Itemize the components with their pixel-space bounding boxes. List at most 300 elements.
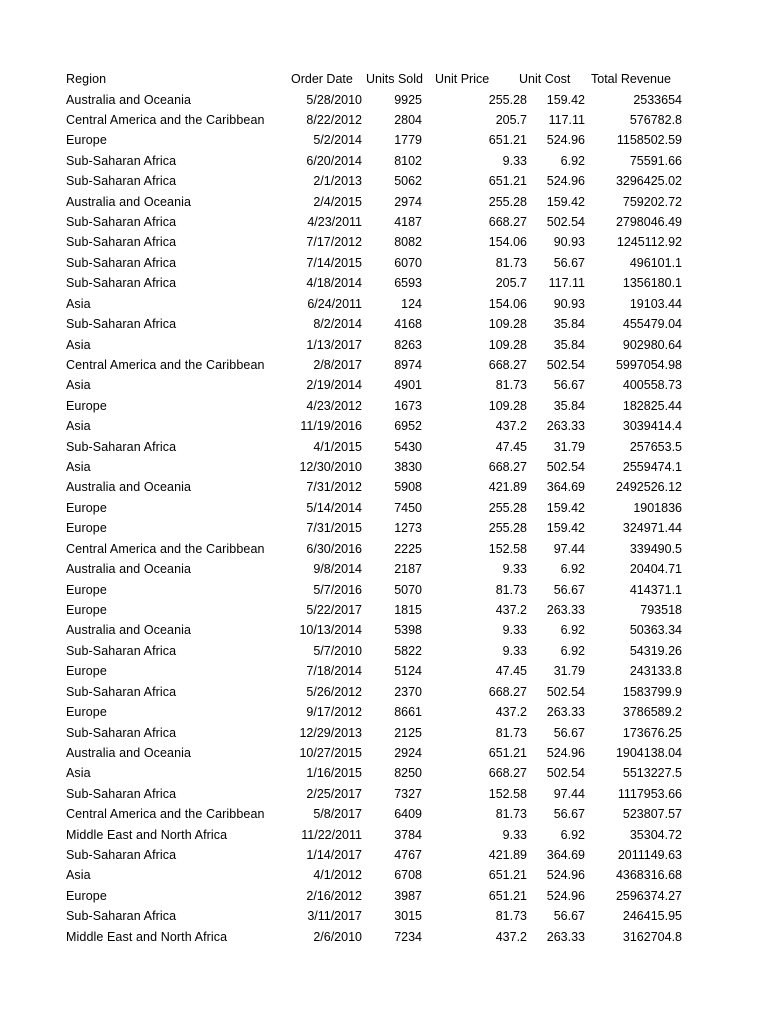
table-row <box>0 600 768 620</box>
cell-order-date: 4/1/2015 <box>313 439 362 454</box>
cell-total-revenue: 1158502.59 <box>616 133 682 148</box>
cell-total-revenue: 496101.1 <box>629 255 682 270</box>
cell-total-revenue: 576782.8 <box>629 112 682 127</box>
cell-order-date: 2/8/2017 <box>313 357 362 372</box>
cell-units-sold: 2370 <box>394 684 422 699</box>
cell-order-date: 4/23/2012 <box>306 398 362 413</box>
cell-total-revenue: 1356180.1 <box>622 276 682 291</box>
cell-region: Europe <box>66 582 107 597</box>
cell-order-date: 7/14/2015 <box>306 255 362 270</box>
table-row <box>0 886 768 906</box>
cell-order-date: 11/22/2011 <box>301 827 362 842</box>
cell-total-revenue: 2798046.49 <box>615 215 682 230</box>
cell-units-sold: 3015 <box>394 909 422 924</box>
cell-region: Central America and the Caribbean <box>66 112 265 127</box>
table-row <box>0 457 768 477</box>
cell-unit-price: 255.28 <box>488 500 527 515</box>
cell-unit-cost: 35.84 <box>553 317 585 332</box>
cell-unit-cost: 31.79 <box>553 439 585 454</box>
cell-unit-cost: 159.42 <box>546 194 585 209</box>
cell-order-date: 5/2/2014 <box>313 133 362 148</box>
cell-total-revenue: 1583799.9 <box>622 684 682 699</box>
cell-units-sold: 4187 <box>394 215 422 230</box>
cell-unit-cost: 90.93 <box>553 235 585 250</box>
cell-total-revenue: 3296425.02 <box>615 174 682 189</box>
cell-unit-price: 437.2 <box>495 705 527 720</box>
header-order-date: Order Date <box>291 72 353 86</box>
cell-order-date: 1/13/2017 <box>306 337 362 352</box>
cell-order-date: 1/16/2015 <box>306 766 362 781</box>
cell-region: Sub-Saharan Africa <box>66 215 177 230</box>
cell-unit-cost: 56.67 <box>553 582 585 597</box>
cell-unit-cost: 502.54 <box>546 357 585 372</box>
cell-order-date: 6/30/2016 <box>306 541 362 556</box>
cell-total-revenue: 2533654 <box>633 92 682 107</box>
cell-order-date: 1/14/2017 <box>306 848 362 863</box>
table-row <box>0 845 768 865</box>
table-row <box>0 906 768 926</box>
cell-unit-cost: 6.92 <box>560 827 585 842</box>
cell-region: Central America and the Caribbean <box>66 541 265 556</box>
cell-units-sold: 9925 <box>394 92 422 107</box>
cell-order-date: 5/26/2012 <box>306 684 362 699</box>
cell-region: Sub-Saharan Africa <box>66 786 177 801</box>
table-row <box>0 498 768 518</box>
cell-unit-cost: 524.96 <box>546 868 585 883</box>
cell-units-sold: 5124 <box>394 664 422 679</box>
cell-total-revenue: 455479.04 <box>622 317 682 332</box>
cell-units-sold: 2225 <box>394 541 422 556</box>
cell-region: Europe <box>66 133 107 148</box>
cell-unit-price: 651.21 <box>488 174 527 189</box>
cell-units-sold: 2924 <box>394 745 422 760</box>
cell-total-revenue: 257653.5 <box>629 439 682 454</box>
cell-unit-price: 651.21 <box>488 868 527 883</box>
cell-unit-cost: 502.54 <box>546 460 585 475</box>
table-row <box>0 865 768 885</box>
header-unit-price: Unit Price <box>435 72 490 86</box>
table-row <box>0 763 768 783</box>
cell-unit-price: 9.33 <box>502 562 527 577</box>
table-row <box>0 641 768 661</box>
table-row <box>0 171 768 191</box>
cell-units-sold: 5822 <box>394 643 422 658</box>
cell-units-sold: 2974 <box>394 194 422 209</box>
cell-units-sold: 7450 <box>394 500 422 515</box>
cell-order-date: 9/17/2012 <box>306 705 362 720</box>
table-row <box>0 518 768 538</box>
cell-unit-price: 109.28 <box>488 337 527 352</box>
cell-unit-price: 81.73 <box>495 378 527 393</box>
cell-unit-cost: 6.92 <box>560 153 585 168</box>
cell-region: Europe <box>66 664 107 679</box>
cell-region: Australia and Oceania <box>66 745 192 760</box>
cell-region: Sub-Saharan Africa <box>66 439 177 454</box>
cell-units-sold: 1779 <box>394 133 422 148</box>
cell-unit-price: 154.06 <box>488 296 527 311</box>
cell-units-sold: 6708 <box>394 868 422 883</box>
table-row <box>0 825 768 845</box>
table-row <box>0 437 768 457</box>
cell-total-revenue: 759202.72 <box>622 194 682 209</box>
cell-total-revenue: 2492526.12 <box>615 480 682 495</box>
cell-units-sold: 4767 <box>394 848 422 863</box>
table-row <box>0 396 768 416</box>
cell-unit-price: 668.27 <box>488 215 527 230</box>
cell-total-revenue: 339490.5 <box>629 541 682 556</box>
cell-total-revenue: 3162704.8 <box>622 929 682 944</box>
cell-total-revenue: 173676.25 <box>622 725 682 740</box>
cell-unit-cost: 159.42 <box>546 500 585 515</box>
cell-total-revenue: 2596374.27 <box>615 888 682 903</box>
cell-units-sold: 5430 <box>394 439 422 454</box>
cell-total-revenue: 2011149.63 <box>617 848 682 863</box>
cell-unit-price: 668.27 <box>488 460 527 475</box>
cell-region: Europe <box>66 521 107 536</box>
table-row <box>0 804 768 824</box>
cell-unit-price: 9.33 <box>502 623 527 638</box>
cell-order-date: 5/28/2010 <box>306 92 362 107</box>
table-row <box>0 702 768 722</box>
cell-units-sold: 6409 <box>394 807 422 822</box>
cell-order-date: 4/1/2012 <box>313 868 362 883</box>
cell-unit-cost: 502.54 <box>546 215 585 230</box>
cell-region: Sub-Saharan Africa <box>66 848 177 863</box>
cell-units-sold: 1815 <box>394 603 422 617</box>
cell-order-date: 2/25/2017 <box>306 786 362 801</box>
cell-region: Asia <box>66 419 91 434</box>
cell-order-date: 12/29/2013 <box>299 725 362 740</box>
cell-unit-cost: 56.67 <box>553 807 585 822</box>
table-row <box>0 130 768 150</box>
cell-region: Asia <box>66 378 91 393</box>
cell-total-revenue: 793518 <box>640 603 682 617</box>
table-row <box>0 151 768 171</box>
cell-units-sold: 8082 <box>394 235 422 250</box>
cell-unit-price: 81.73 <box>495 909 527 924</box>
cell-order-date: 7/17/2012 <box>306 235 362 250</box>
cell-order-date: 7/18/2014 <box>306 664 362 679</box>
cell-total-revenue: 902980.64 <box>622 337 682 352</box>
cell-total-revenue: 1904138.04 <box>615 745 682 760</box>
table-row <box>0 90 768 110</box>
cell-units-sold: 2187 <box>394 562 422 577</box>
cell-unit-price: 154.06 <box>488 235 527 250</box>
table-row <box>0 355 768 375</box>
cell-region: Sub-Saharan Africa <box>66 909 177 924</box>
cell-region: Sub-Saharan Africa <box>66 317 177 332</box>
cell-unit-price: 668.27 <box>488 684 527 699</box>
table-row <box>0 539 768 559</box>
cell-unit-cost: 56.67 <box>553 725 585 740</box>
cell-order-date: 2/4/2015 <box>313 194 362 209</box>
cell-unit-cost: 6.92 <box>560 643 585 658</box>
cell-units-sold: 7327 <box>394 786 422 801</box>
cell-region: Sub-Saharan Africa <box>66 684 177 699</box>
cell-unit-price: 81.73 <box>495 255 527 270</box>
cell-total-revenue: 3786589.2 <box>622 705 682 720</box>
cell-region: Asia <box>66 868 91 883</box>
cell-unit-cost: 502.54 <box>546 766 585 781</box>
cell-region: Sub-Saharan Africa <box>66 174 177 189</box>
cell-unit-price: 651.21 <box>488 745 527 760</box>
cell-order-date: 3/11/2017 <box>307 909 362 924</box>
cell-total-revenue: 243133.8 <box>629 664 682 679</box>
cell-units-sold: 3830 <box>394 460 422 475</box>
cell-units-sold: 8102 <box>394 153 422 168</box>
header-unit-cost: Unit Cost <box>519 72 571 86</box>
table-row <box>0 192 768 212</box>
cell-unit-price: 255.28 <box>488 521 527 536</box>
cell-total-revenue: 20404.71 <box>629 562 682 577</box>
cell-total-revenue: 5997054.98 <box>615 357 682 372</box>
cell-unit-cost: 6.92 <box>560 562 585 577</box>
cell-unit-cost: 159.42 <box>546 521 585 536</box>
cell-unit-cost: 56.67 <box>553 909 585 924</box>
cell-unit-price: 9.33 <box>502 643 527 658</box>
cell-unit-cost: 90.93 <box>553 296 585 311</box>
cell-region: Sub-Saharan Africa <box>66 235 177 250</box>
cell-unit-cost: 35.84 <box>553 337 585 352</box>
cell-total-revenue: 2559474.1 <box>622 460 682 475</box>
cell-unit-price: 437.2 <box>495 603 527 617</box>
cell-region: Australia and Oceania <box>66 480 192 495</box>
cell-order-date: 2/19/2014 <box>306 378 362 393</box>
cell-total-revenue: 246415.95 <box>622 909 682 924</box>
table-row <box>0 743 768 763</box>
table-row <box>0 212 768 232</box>
cell-total-revenue: 1901836 <box>633 500 682 515</box>
cell-region: Central America and the Caribbean <box>66 807 265 822</box>
cell-order-date: 7/31/2015 <box>306 521 362 536</box>
cell-units-sold: 8974 <box>394 357 422 372</box>
cell-region: Australia and Oceania <box>66 623 192 638</box>
cell-unit-cost: 56.67 <box>553 378 585 393</box>
cell-total-revenue: 5513227.5 <box>622 766 682 781</box>
table-row <box>0 416 768 436</box>
cell-units-sold: 8263 <box>394 337 422 352</box>
cell-unit-price: 47.45 <box>495 664 527 679</box>
header-total-revenue: Total Revenue <box>591 72 671 86</box>
cell-order-date: 2/1/2013 <box>313 174 362 189</box>
cell-units-sold: 5908 <box>394 480 422 495</box>
cell-order-date: 8/22/2012 <box>306 112 362 127</box>
cell-unit-price: 255.28 <box>488 194 527 209</box>
cell-unit-cost: 6.92 <box>560 623 585 638</box>
cell-unit-cost: 35.84 <box>553 398 585 413</box>
table-row <box>0 253 768 273</box>
cell-order-date: 6/24/2011 <box>307 296 362 311</box>
cell-unit-price: 109.28 <box>488 398 527 413</box>
cell-unit-cost: 364.69 <box>546 848 585 863</box>
cell-order-date: 2/6/2010 <box>313 929 362 944</box>
cell-unit-price: 437.2 <box>495 929 527 944</box>
cell-units-sold: 3784 <box>394 827 422 842</box>
cell-order-date: 5/7/2016 <box>313 582 362 597</box>
cell-unit-price: 9.33 <box>502 827 527 842</box>
cell-unit-cost: 524.96 <box>546 133 585 148</box>
cell-region: Asia <box>66 296 91 311</box>
cell-region: Europe <box>66 705 107 720</box>
cell-units-sold: 4901 <box>394 378 422 393</box>
cell-unit-price: 205.7 <box>495 276 527 291</box>
cell-unit-cost: 263.33 <box>546 705 585 720</box>
cell-region: Middle East and North Africa <box>66 929 228 944</box>
cell-region: Europe <box>66 888 107 903</box>
cell-unit-cost: 97.44 <box>553 541 585 556</box>
cell-units-sold: 4168 <box>394 317 422 332</box>
cell-region: Australia and Oceania <box>66 194 192 209</box>
cell-region: Middle East and North Africa <box>66 827 228 842</box>
cell-total-revenue: 75591.66 <box>629 153 682 168</box>
cell-units-sold: 1273 <box>394 521 422 536</box>
cell-units-sold: 5070 <box>394 582 422 597</box>
cell-unit-cost: 263.33 <box>546 929 585 944</box>
cell-unit-price: 668.27 <box>488 766 527 781</box>
cell-units-sold: 8250 <box>394 766 422 781</box>
cell-unit-cost: 117.11 <box>548 112 585 127</box>
cell-unit-price: 9.33 <box>502 153 527 168</box>
cell-units-sold: 5062 <box>394 174 422 189</box>
cell-order-date: 2/16/2012 <box>306 888 362 903</box>
cell-unit-price: 47.45 <box>495 439 527 454</box>
cell-order-date: 8/2/2014 <box>313 317 362 332</box>
table-row <box>0 375 768 395</box>
cell-unit-cost: 502.54 <box>546 684 585 699</box>
cell-order-date: 4/18/2014 <box>306 276 362 291</box>
table-row <box>0 335 768 355</box>
cell-unit-cost: 117.11 <box>548 276 585 291</box>
cell-region: Central America and the Caribbean <box>66 357 265 372</box>
table-row <box>0 784 768 804</box>
table-row <box>0 477 768 497</box>
cell-region: Australia and Oceania <box>66 92 192 107</box>
cell-units-sold: 7234 <box>394 929 422 944</box>
cell-total-revenue: 4368316.68 <box>615 868 682 883</box>
cell-region: Sub-Saharan Africa <box>66 643 177 658</box>
cell-unit-price: 81.73 <box>495 807 527 822</box>
cell-unit-cost: 159.42 <box>546 92 585 107</box>
cell-units-sold: 8661 <box>394 705 422 720</box>
cell-order-date: 5/14/2014 <box>306 500 362 515</box>
cell-unit-cost: 263.33 <box>546 603 585 617</box>
cell-order-date: 10/27/2015 <box>299 745 362 760</box>
cell-total-revenue: 35304.72 <box>629 827 682 842</box>
cell-unit-cost: 524.96 <box>546 174 585 189</box>
cell-unit-price: 421.89 <box>488 848 527 863</box>
cell-region: Europe <box>66 398 107 413</box>
cell-order-date: 4/23/2011 <box>307 215 362 230</box>
cell-unit-price: 421.89 <box>488 480 527 495</box>
cell-units-sold: 2125 <box>394 725 422 740</box>
cell-units-sold: 6952 <box>394 419 422 434</box>
cell-units-sold: 6070 <box>394 255 422 270</box>
cell-region: Europe <box>66 603 107 617</box>
cell-unit-price: 205.7 <box>495 112 527 127</box>
cell-unit-cost: 97.44 <box>553 786 585 801</box>
cell-order-date: 5/8/2017 <box>313 807 362 822</box>
cell-unit-cost: 56.67 <box>553 255 585 270</box>
cell-region: Australia and Oceania <box>66 562 192 577</box>
cell-total-revenue: 50363.34 <box>629 623 682 638</box>
cell-unit-cost: 263.33 <box>546 419 585 434</box>
table-row <box>0 294 768 314</box>
header-row <box>0 69 768 89</box>
cell-order-date: 10/13/2014 <box>299 623 362 638</box>
cell-order-date: 7/31/2012 <box>306 480 362 495</box>
cell-region: Sub-Saharan Africa <box>66 153 177 168</box>
cell-units-sold: 2804 <box>394 112 422 127</box>
cell-unit-price: 651.21 <box>488 888 527 903</box>
table-row <box>0 273 768 293</box>
cell-unit-cost: 31.79 <box>553 664 585 679</box>
cell-region: Sub-Saharan Africa <box>66 276 177 291</box>
cell-region: Asia <box>66 460 91 475</box>
cell-unit-price: 81.73 <box>495 725 527 740</box>
cell-unit-price: 109.28 <box>488 317 527 332</box>
table-row <box>0 314 768 334</box>
cell-total-revenue: 1245112.92 <box>616 235 682 250</box>
cell-order-date: 12/30/2010 <box>299 460 362 475</box>
cell-unit-price: 651.21 <box>488 133 527 148</box>
table-row <box>0 661 768 681</box>
cell-region: Sub-Saharan Africa <box>66 725 177 740</box>
cell-order-date: 11/19/2016 <box>300 419 362 434</box>
table-row <box>0 723 768 743</box>
cell-units-sold: 1673 <box>394 398 422 413</box>
table-row <box>0 232 768 252</box>
table-row <box>0 927 768 947</box>
cell-unit-price: 152.58 <box>488 786 527 801</box>
cell-order-date: 9/8/2014 <box>313 562 362 577</box>
cell-total-revenue: 19103.44 <box>629 296 682 311</box>
table-row <box>0 580 768 600</box>
table-row <box>0 110 768 130</box>
cell-region: Europe <box>66 500 107 515</box>
cell-unit-price: 437.2 <box>495 419 527 434</box>
cell-unit-cost: 524.96 <box>546 745 585 760</box>
table-row <box>0 559 768 579</box>
cell-unit-price: 152.58 <box>488 541 527 556</box>
table-row <box>0 682 768 702</box>
cell-unit-price: 255.28 <box>488 92 527 107</box>
cell-region: Asia <box>66 766 91 781</box>
cell-total-revenue: 182825.44 <box>622 398 682 413</box>
cell-units-sold: 6593 <box>394 276 422 291</box>
cell-region: Sub-Saharan Africa <box>66 255 177 270</box>
header-units-sold: Units Sold <box>366 72 423 86</box>
cell-unit-price: 81.73 <box>495 582 527 597</box>
cell-units-sold: 124 <box>401 296 422 311</box>
cell-total-revenue: 3039414.4 <box>622 419 682 434</box>
table-row <box>0 620 768 640</box>
header-region: Region <box>66 72 107 86</box>
cell-total-revenue: 54319.26 <box>629 643 682 658</box>
cell-order-date: 5/22/2017 <box>306 603 362 617</box>
cell-total-revenue: 400558.73 <box>622 378 682 393</box>
cell-total-revenue: 1117953.66 <box>617 786 682 801</box>
cell-total-revenue: 414371.1 <box>629 582 682 597</box>
cell-units-sold: 3987 <box>394 888 422 903</box>
cell-total-revenue: 324971.44 <box>622 521 682 536</box>
cell-order-date: 6/20/2014 <box>306 153 362 168</box>
cell-unit-cost: 524.96 <box>546 888 585 903</box>
cell-units-sold: 5398 <box>394 623 422 638</box>
cell-order-date: 5/7/2010 <box>313 643 362 658</box>
cell-unit-price: 668.27 <box>488 357 527 372</box>
cell-unit-cost: 364.69 <box>546 480 585 495</box>
cell-total-revenue: 523807.57 <box>622 807 682 822</box>
